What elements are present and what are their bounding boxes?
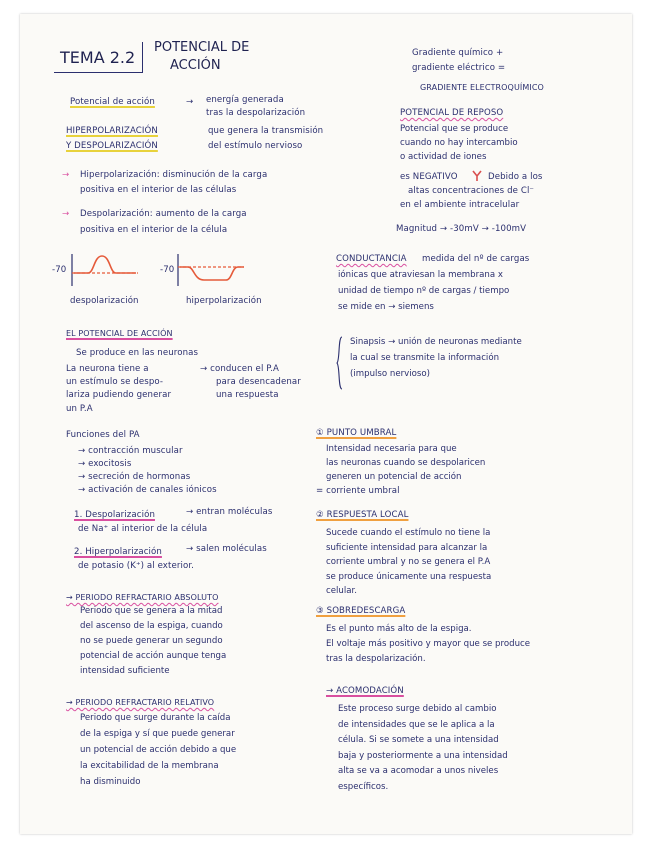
prr-line: de la espiga y sí que puede generar <box>80 729 235 739</box>
elpa-line4: lariza pudiendo generar <box>66 390 172 400</box>
overshoot-line: El voltaje más positivo y mayor que se produce <box>326 639 531 649</box>
local-response-line: suficiente intensidad para alcanzar la <box>326 542 488 553</box>
elpa-right-line2: para desencadenar <box>216 377 301 387</box>
conductance-line: medida del nº de cargas <box>422 254 530 264</box>
rest-line: o actividad de iones <box>400 152 487 162</box>
pra-title: → PERIODO REFRACTARIO ABSOLUTO <box>66 593 219 602</box>
elpa-line1: Se produce en las neuronas <box>76 348 199 358</box>
prr-line: Periodo que surge durante la caída <box>80 713 231 723</box>
rest-magnitude: Magnitud → -30mV → -100mV <box>396 224 527 234</box>
rest-reason1: Debido a los <box>488 172 543 182</box>
graph-right-value: -70 <box>160 265 175 275</box>
local-response-line: corriente umbral y no se genera el P.A <box>326 557 491 567</box>
synapse-line: (impulso nervioso) <box>350 369 430 379</box>
elpa-line3: un estímulo se despo- <box>66 377 164 387</box>
pa-def-line2: tras la despolarización <box>206 108 306 118</box>
accommodation-line: célula. Si se somete a una intensidad <box>338 735 499 745</box>
accommodation-line: específicos. <box>338 781 389 792</box>
depolarization-desc1: → entran moléculas <box>186 507 273 517</box>
local-response-line: se produce únicamente una respuesta <box>326 571 492 582</box>
graph-left-caption: despolarización <box>70 296 139 306</box>
pa-arrow: → <box>186 97 194 107</box>
depolarization-term: 1. Despolarización <box>74 510 155 520</box>
hiper-def-line2: del estímulo nervioso <box>208 141 303 151</box>
accommodation-line: baja y posteriormente a una intensidad <box>338 750 508 761</box>
hiperdef-arrow-icon: → <box>62 170 70 180</box>
function-item: → activación de canales iónicos <box>78 485 217 495</box>
function-item: → contracción muscular <box>78 446 183 456</box>
threshold-title: ① PUNTO UMBRAL <box>316 428 397 438</box>
conductance-title: CONDUCTANCIA <box>336 254 407 264</box>
synapse-body <box>350 334 522 382</box>
despdef-line1: Despolarización: aumento de la carga <box>80 209 247 219</box>
prr-body <box>80 710 236 790</box>
conductance-body <box>338 267 509 315</box>
synapse-line: la cual se transmite la información <box>350 353 500 363</box>
page-title-line1: POTENCIAL DE <box>154 40 250 55</box>
title-frame <box>54 42 143 73</box>
threshold-body <box>326 442 485 484</box>
functions-title: Funciones del PA <box>66 430 140 440</box>
gradient-line2: gradiente eléctrico = <box>412 63 506 73</box>
hiper-def-line1: que genera la transmisión <box>208 126 324 136</box>
threshold-line: generen un potencial de acción <box>326 472 462 482</box>
accommodation-body <box>338 702 508 795</box>
pra-body <box>80 604 226 679</box>
threshold-result: = corriente umbral <box>316 486 400 496</box>
accommodation-line: Este proceso surge debido al cambio <box>338 704 497 714</box>
threshold-line: las neuronas cuando se despolaricen <box>326 458 486 468</box>
despdef-arrow-icon: → <box>62 209 70 219</box>
page-title-line2: ACCIÓN <box>170 58 221 73</box>
hyperpolarization-desc1: → salen moléculas <box>186 544 267 554</box>
overshoot-line: tras la despolarización. <box>326 654 426 664</box>
pra-line: del ascenso de la espiga, cuando <box>80 621 223 631</box>
prr-title: → PERIODO REFRACTARIO RELATIVO <box>66 698 215 707</box>
pra-line: intensidad suficiente <box>80 666 170 676</box>
prr-line: un potencial de acción debido a que <box>80 745 237 755</box>
overshoot-body <box>326 622 530 667</box>
rest-line: Potencial que se produce <box>400 124 509 134</box>
overshoot-title: ③ SOBREDESCARGA <box>316 606 406 616</box>
function-item: → exocitosis <box>78 459 132 469</box>
threshold-line: Intensidad necesaria para que <box>326 444 457 454</box>
rest-reason2: altas concentraciones de Cl⁻ <box>408 186 535 196</box>
synapse-line: Sinapsis → unión de neuronas mediante <box>350 337 522 347</box>
elpa-right-line3: una respuesta <box>216 390 279 400</box>
hyperpolarization-curve <box>178 250 248 290</box>
graph-left-value: -70 <box>52 265 67 275</box>
pa-def-line1: energía generada <box>206 95 284 105</box>
prr-line: la excitabilidad de la membrana <box>80 761 219 771</box>
prr-line: ha disminuido <box>80 777 141 787</box>
hiper-term1: HIPERPOLARIZACIÓN <box>66 126 158 136</box>
negative-mark-icon <box>472 170 482 182</box>
rest-potential-title: POTENCIAL DE REPOSO <box>400 108 504 118</box>
graph-right-caption: hiperpolarización <box>186 296 262 306</box>
despdef-line2: positiva en el interior de la célula <box>80 225 228 235</box>
rest-potential-body <box>400 122 518 164</box>
pra-line: potencial de acción aunque tenga <box>80 651 227 661</box>
rest-negative: es NEGATIVO <box>400 172 458 182</box>
conductance-line: se mide en → siemens <box>338 302 434 312</box>
overshoot-line: Es el punto más alto de la espiga. <box>326 624 472 634</box>
hyperpolarization-term: 2. Hiperpolarización <box>74 547 162 557</box>
depolarization-desc2: de Na⁺ al interior de la célula <box>78 524 208 534</box>
notes-page <box>20 14 632 834</box>
pra-line: no se puede generar un segundo <box>80 636 223 646</box>
local-response-title: ② RESPUESTA LOCAL <box>316 510 409 520</box>
local-response-body <box>326 526 491 599</box>
elpa-title: EL POTENCIAL DE ACCIÓN <box>66 329 173 338</box>
elpa-line2: La neurona tiene a <box>66 364 149 374</box>
hiper-term2: Y DESPOLARIZACIÓN <box>66 141 158 151</box>
function-item: → secreción de hormonas <box>78 472 191 482</box>
synapse-brace <box>336 336 344 390</box>
hyperpolarization-desc2: de potasio (K⁺) al exterior. <box>78 561 195 571</box>
pa-term: Potencial de acción <box>70 97 155 107</box>
depolarization-curve <box>72 250 142 290</box>
conductance-line: unidad de tiempo nº de cargas / tiempo <box>338 286 510 296</box>
conductance-line: iónicas que atraviesan la membrana x <box>338 270 503 280</box>
topic-number: TEMA 2.2 <box>60 48 136 67</box>
elpa-right-line1: → conducen el P.A <box>200 364 280 374</box>
rest-line: cuando no hay intercambio <box>400 138 518 148</box>
gradient-result: GRADIENTE ELECTROQUÍMICO <box>420 83 544 92</box>
local-response-line: celular. <box>326 586 357 596</box>
hiperdef-line1: Hiperpolarización: disminución de la carga <box>80 170 268 180</box>
gradient-line1: Gradiente químico + <box>412 48 504 58</box>
local-response-line: Sucede cuando el estímulo no tiene la <box>326 528 491 538</box>
hiperdef-line2: positiva en el interior de las células <box>80 185 237 195</box>
accommodation-line: de intensidades que se le aplica a la <box>338 719 495 730</box>
rest-reason3: en el ambiente intracelular <box>400 200 520 210</box>
pra-line: Periodo que se genera a la mitad <box>80 606 223 616</box>
accommodation-line: alta se va a acomodar a unos niveles <box>338 766 499 776</box>
elpa-line5: un P.A <box>66 404 93 414</box>
accommodation-title: → ACOMODACIÓN <box>326 686 404 696</box>
